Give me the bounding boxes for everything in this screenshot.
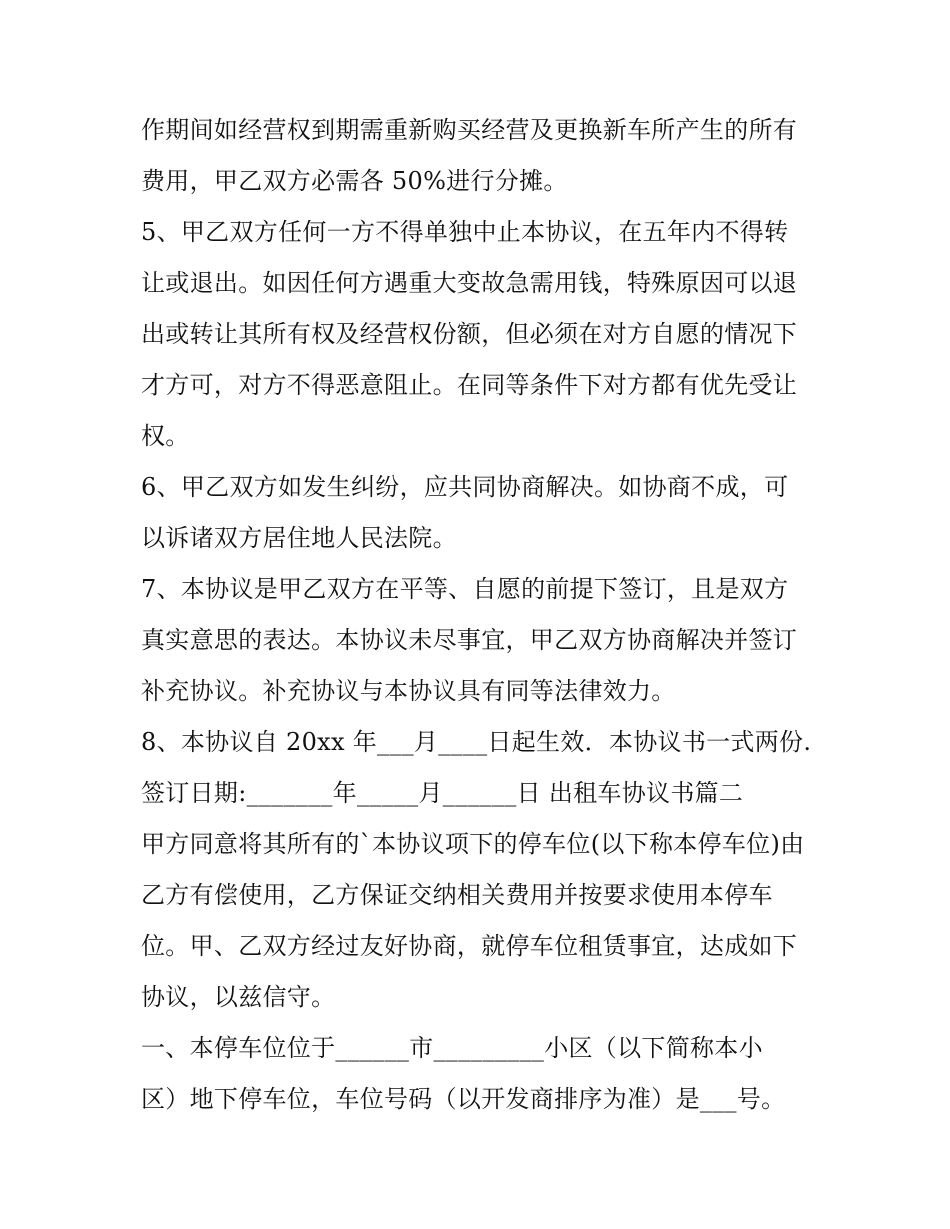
text-line: 以诉诸双方居住地人民法院。 xyxy=(141,524,457,552)
text-line: 协议，以兹信守。 xyxy=(141,983,336,1011)
text-line: 让或退出。如因任何方遇重大变故急需用钱，特殊原因可以退 xyxy=(141,269,798,297)
text-line: 作期间如经营权到期需重新购买经营及更换新车所产生的所有 xyxy=(141,116,798,144)
text-line: 位。甲、乙双方经过友好协商，就停车位租赁事宜，达成如下 xyxy=(141,932,798,960)
text-line: 补充协议。补充协议与本协议具有同等法律效力。 xyxy=(141,677,676,705)
text-line: 7、本协议是甲乙双方在平等、自愿的前提下签订，且是双方 xyxy=(141,575,789,603)
text-line: 区）地下停车位，车位号码（以开发商排序为准）是___号。 xyxy=(141,1085,786,1113)
text-line: 6、甲乙双方如发生纠纷，应共同协商解决。如协商不成，可 xyxy=(141,473,789,501)
text-line: 出或转让其所有权及经营权份额，但必须在对方自愿的情况下 xyxy=(141,320,798,348)
text-line: 8、本协议自 20xx 年___月____日起生效．本协议书一式两份. xyxy=(141,728,812,756)
text-line: 乙方有偿使用，乙方保证交纳相关费用并按要求使用本停车 xyxy=(141,881,773,909)
text-line: 真实意思的表达。本协议未尽事宜，甲乙双方协商解决并签订 xyxy=(141,626,798,654)
text-line: 才方可，对方不得恶意阻止。在同等条件下对方都有优先受让 xyxy=(141,371,798,399)
text-line: 甲方同意将其所有的`本协议项下的停车位(以下称本停车位)由 xyxy=(141,830,805,858)
text-line: 签订日期:_______年_____月______日 出租车协议书篇二 xyxy=(141,779,744,807)
text-line: 权。 xyxy=(141,422,190,450)
text-line: 费用，甲乙双方必需各 50%进行分摊。 xyxy=(141,167,568,195)
text-line: 一、本停车位位于______市_________小区（以下简称本小 xyxy=(141,1034,763,1062)
text-line: 5、甲乙双方任何一方不得单独中止本协议，在五年内不得转 xyxy=(141,218,789,246)
